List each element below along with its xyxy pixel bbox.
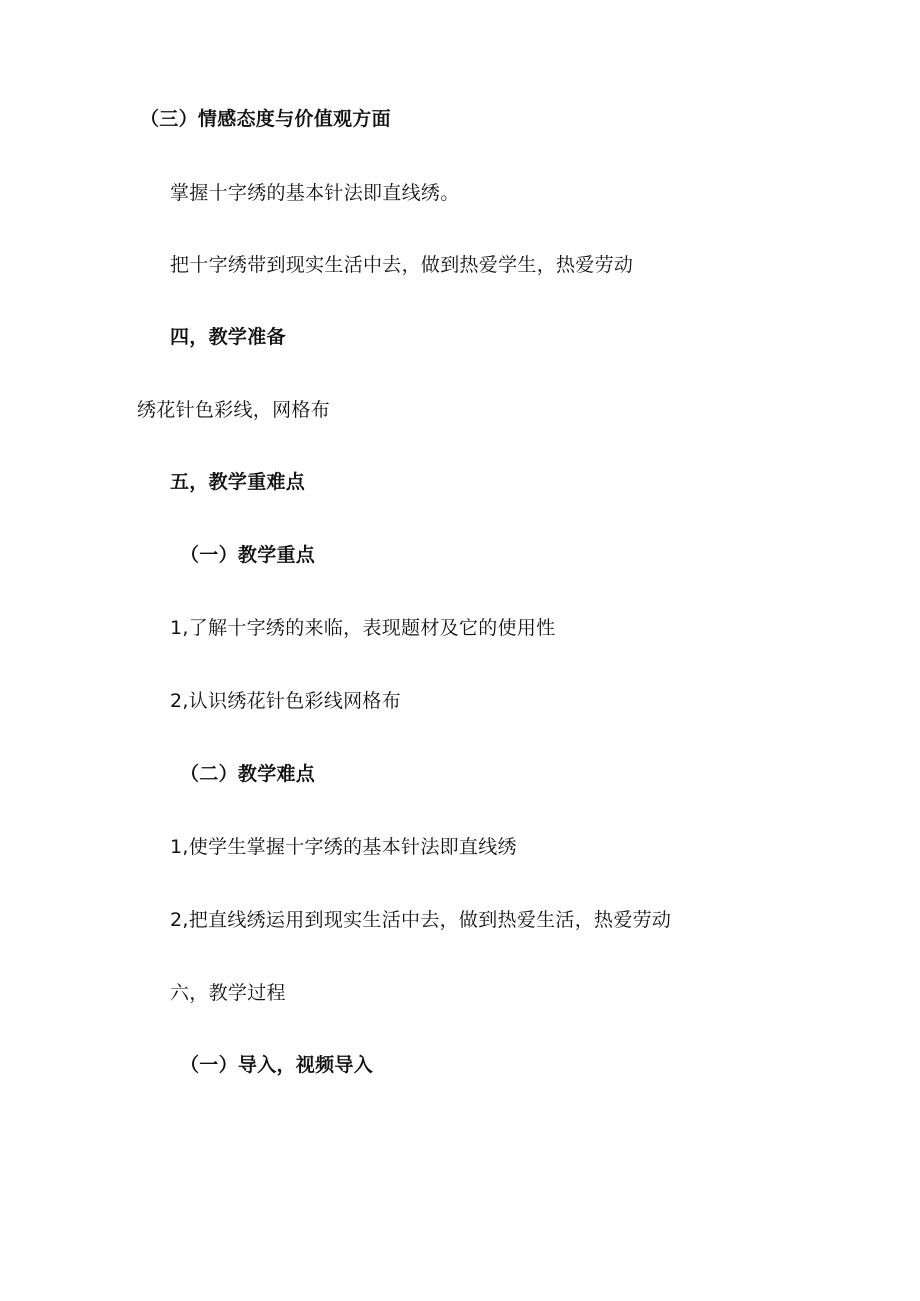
section-heading-emotion-values: （三）情感态度与价值观方面 <box>140 108 391 130</box>
subheading-difficult-points: （二）教学难点 <box>180 763 316 785</box>
paragraph-basic-stitch: 掌握十字绣的基本针法即直线绣。 <box>170 182 460 204</box>
section-heading-key-difficult: 五，教学重难点 <box>170 471 306 493</box>
list-item-difficult-2: 2,把直线绣运用到现实生活中去，做到热爱生活，热爱劳动 <box>170 909 672 931</box>
paragraph-materials: 绣花针色彩线，网格布 <box>137 399 331 421</box>
subheading-key-points: （一）教学重点 <box>180 544 316 566</box>
list-item-key-1: 1,了解十字绣的来临，表现题材及它的使用性 <box>170 617 556 639</box>
subheading-introduction: （一）导入，视频导入 <box>180 1054 374 1076</box>
list-item-key-2: 2,认识绣花针色彩线网格布 <box>170 690 402 712</box>
paragraph-real-life: 把十字绣带到现实生活中去，做到热爱学生，热爱劳动 <box>170 254 634 276</box>
section-heading-preparation: 四，教学准备 <box>170 326 286 348</box>
section-heading-process: 六，教学过程 <box>170 982 286 1004</box>
list-item-difficult-1: 1,使学生掌握十字绣的基本针法即直线绣 <box>170 836 517 858</box>
